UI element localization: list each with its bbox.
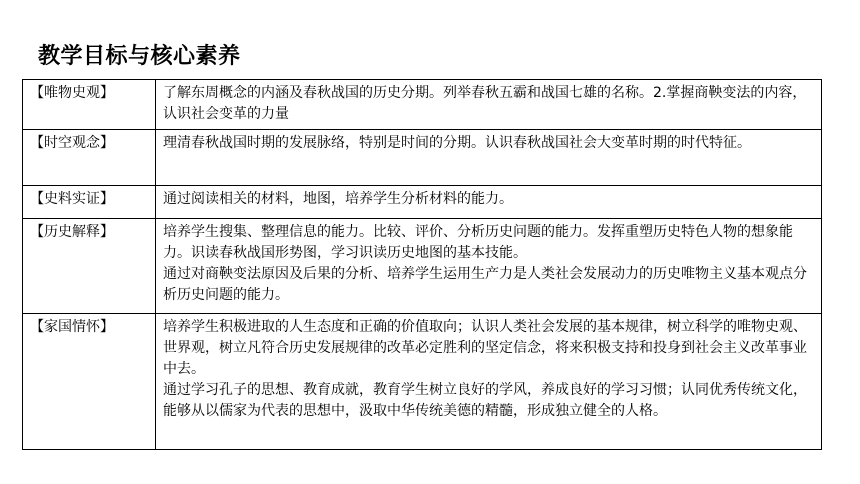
content-paragraph: 通过学习孔子的思想、教育成就，教育学生树立良好的学风，养成良好的学习习惯；认同优秀传统文化，能够从以儒家为代表的思想中，汲取中华传统美德的精髓，形成独立健全的人格。 — [163, 382, 807, 419]
table-row — [23, 80, 822, 130]
content-paragraph: 理清春秋战国时期的发展脉络，特别是时间的分期。认识春秋战国社会大变革时期的时代特征。 — [163, 135, 751, 151]
page-title: 教学目标与核心素养 — [38, 44, 241, 69]
row-label-shiliao-shizheng: 【史料实证】 — [23, 186, 156, 219]
table-row — [23, 186, 822, 219]
row-label-shikong-guannian: 【时空观念】 — [23, 130, 156, 186]
table-row — [23, 314, 822, 450]
content-paragraph: 通过阅读相关的材料，地图，培养学生分析材料的能力。 — [163, 191, 513, 207]
table-row — [23, 130, 822, 186]
content-paragraph: 了解东周概念的内涵及春秋战国的历史分期。列举春秋五霸和战国七雄的名称。2.掌握商鞅变法的内容，认识社会变革的力量 — [163, 85, 807, 122]
row-label-jiaguo-qinghuai: 【家国情怀】 — [23, 314, 156, 450]
row-label-lishi-jieshi: 【历史解释】 — [23, 219, 156, 314]
content-paragraph: 培养学生搜集、整理信息的能力。比较、评价、分析历史问题的能力。发挥重塑历史特色人物的想象能力。识读春秋战国形势图，学习识读历史地图的基本技能。 — [163, 224, 793, 261]
row-content-shikong-guannian — [156, 130, 822, 186]
row-label-weiwu-shiguan: 【唯物史观】 — [23, 80, 156, 130]
objectives-table — [22, 79, 822, 450]
row-content-jiaguo-qinghuai — [156, 314, 822, 450]
table-row — [23, 219, 822, 314]
content-paragraph: 通过对商鞅变法原因及后果的分析、培养学生运用生产力是人类社会发展动力的历史唯物主义基本观点分析历史问题的能力。 — [163, 266, 807, 303]
content-paragraph: 培养学生积极进取的人生态度和正确的价值取向；认识人类社会发展的基本规律，树立科学的唯物史观、世界观，树立凡符合历史发展规律的改革必定胜利的坚定信念，将来积极支持和投身到社会主义改革事业中去。 — [163, 319, 807, 377]
row-content-shiliao-shizheng — [156, 186, 822, 219]
row-content-weiwu-shiguan — [156, 80, 822, 130]
row-content-lishi-jieshi — [156, 219, 822, 314]
